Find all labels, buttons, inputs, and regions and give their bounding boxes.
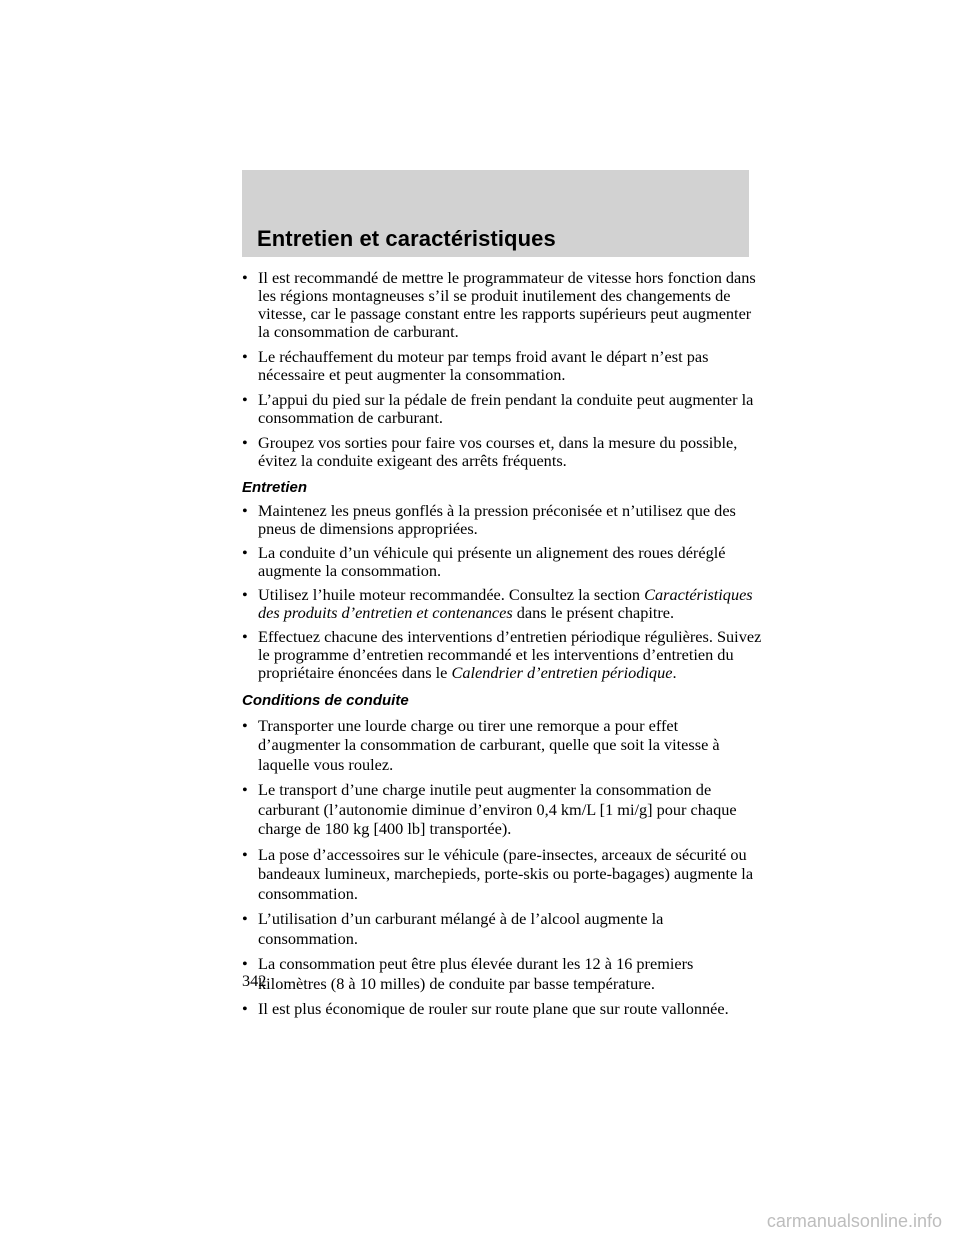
bullet-glyph: •: [242, 390, 248, 409]
list-item: [242, 269, 762, 341]
list-item: [242, 434, 762, 470]
list-item: [242, 954, 762, 993]
list-item-text: .: [672, 663, 677, 682]
list-item: [242, 909, 762, 948]
page-content: [242, 269, 762, 1025]
list-item: [242, 502, 762, 538]
cross-reference: Caractéristiques des produits d’entretien et contenances: [258, 585, 753, 622]
bullet-glyph: •: [242, 999, 248, 1018]
list-item-text: Maintenez les pneus gonflés à la pression préconisée et n’utilisez que des pneus de dimensions appropriées.: [258, 501, 736, 538]
bullet-glyph: •: [242, 501, 248, 520]
list-item: [242, 628, 762, 682]
list-item: [242, 348, 762, 384]
list-item-text: Effectuez chacune des interventions d’entretien périodique régulières. Suivez le programme d’entretien recommandé et les interventions d’entretien du propriétaire énoncées dans le: [258, 627, 762, 682]
bullet-glyph: •: [242, 585, 248, 604]
watermark[interactable]: carmanualsonline.info: [766, 1211, 942, 1231]
bullet-glyph: •: [242, 844, 248, 864]
section-entretien: [242, 479, 762, 682]
list-item-text: La conduite d’un véhicule qui présente un alignement des roues déréglé augmente la consommation.: [258, 543, 726, 580]
list-item-text: dans le présent chapitre.: [512, 603, 675, 622]
list-item-text: Groupez vos sorties pour faire vos courses et, dans la mesure du possible, évitez la conduite exigeant des arrêts fréquents.: [258, 433, 738, 470]
bullet-glyph: •: [242, 543, 248, 562]
list-item: [242, 845, 762, 904]
list-item-text: Utilisez l’huile moteur recommandée. Consultez la section: [258, 585, 645, 604]
bullet-glyph: •: [242, 627, 248, 646]
section-heading: Conditions de conduite: [242, 692, 409, 709]
page-title: Entretien et caractéristiques: [257, 226, 556, 251]
list-item-text: La consommation peut être plus élevée durant les 12 à 16 premiers kilomètres (8 à 10 milles) de conduite par basse température.: [258, 954, 694, 993]
section-fuel-tips: [242, 269, 762, 470]
list-item: [242, 780, 762, 839]
list-item-text: La pose d’accessoires sur le véhicule (pare-insectes, arceaux de sécurité ou bandeaux lumineux, marchepieds, porte-skis ou porte-bagages) augmente la consommation.: [258, 844, 754, 903]
list-item-text: L’appui du pied sur la pédale de frein pendant la conduite peut augmenter la consommation de carburant.: [258, 390, 754, 427]
bullet-glyph: •: [242, 909, 248, 928]
list-item: [242, 544, 762, 580]
cross-reference: Calendrier d’entretien périodique: [451, 663, 673, 682]
list-item-text: L’utilisation d’un carburant mélangé à de l’alcool augmente la consommation.: [258, 909, 664, 948]
list-item-text: Il est recommandé de mettre le programmateur de vitesse hors fonction dans les régions montagneuses s’il se produit inutilement des changements de vitesse, car le passage constant entre les rapports supérieurs peut augmenter la consommation de carburant.: [258, 268, 756, 341]
section-heading: Entretien: [242, 479, 308, 496]
list-item-text: Il est plus économique de rouler sur route plane que sur route vallonnée.: [258, 999, 729, 1018]
section-conditions-de-conduite: [242, 691, 762, 1019]
list-item: [242, 999, 762, 1019]
bullet-glyph: •: [242, 780, 248, 799]
bullet-glyph: •: [242, 954, 248, 973]
bullet-glyph: •: [242, 433, 248, 452]
list-item: [242, 391, 762, 427]
list-item-text: Le transport d’une charge inutile peut augmenter la consommation de carburant (l’autonomie diminue d’environ 0,4 km/L [1 mi/g] pour chaque charge de 180 kg [400 lb] transportée).: [258, 780, 737, 838]
bullet-glyph: •: [242, 715, 248, 735]
page-number: 342: [242, 971, 267, 990]
bullet-glyph: •: [242, 347, 248, 366]
list-item: [242, 586, 762, 622]
list-item: [242, 716, 762, 775]
list-item-text: Transporter une lourde charge ou tirer une remorque a pour effet d’augmenter la consommation de carburant, quelle que soit la vitesse à laquelle vous roulez.: [258, 715, 720, 774]
list-item-text: Le réchauffement du moteur par temps froid avant le départ n’est pas nécessaire et peut augmenter la consommation.: [258, 347, 709, 384]
bullet-glyph: •: [242, 268, 248, 287]
